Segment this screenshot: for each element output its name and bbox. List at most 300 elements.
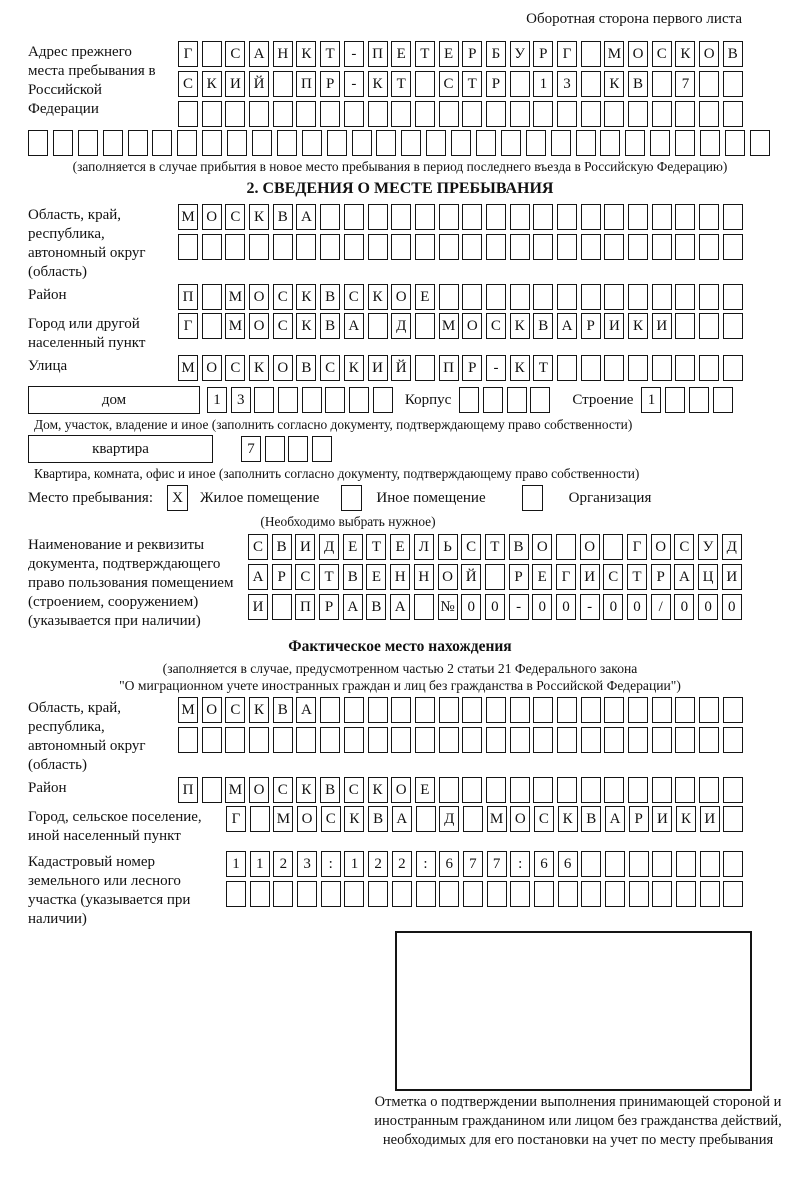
- form-cell[interactable]: [699, 313, 719, 339]
- form-cell[interactable]: [463, 806, 483, 832]
- form-cell[interactable]: М: [178, 204, 198, 230]
- form-cell[interactable]: [604, 697, 624, 723]
- form-cell[interactable]: [349, 387, 369, 413]
- form-cell[interactable]: В: [368, 806, 388, 832]
- form-cell[interactable]: Р: [651, 564, 671, 590]
- form-cell[interactable]: С: [273, 313, 293, 339]
- form-cell[interactable]: [581, 41, 601, 67]
- form-cell[interactable]: [700, 881, 720, 907]
- form-cell[interactable]: [376, 130, 396, 156]
- form-cell[interactable]: 7: [487, 851, 507, 877]
- form-cell[interactable]: 3: [557, 71, 577, 97]
- form-cell[interactable]: Д: [439, 806, 459, 832]
- form-cell[interactable]: [202, 777, 222, 803]
- form-cell[interactable]: К: [344, 355, 364, 381]
- form-cell[interactable]: [368, 727, 388, 753]
- form-cell[interactable]: [699, 101, 719, 127]
- form-cell[interactable]: Т: [627, 564, 647, 590]
- form-cell[interactable]: [415, 204, 435, 230]
- form-cell[interactable]: -: [580, 594, 600, 620]
- form-cell[interactable]: [344, 204, 364, 230]
- form-cell[interactable]: К: [558, 806, 578, 832]
- form-cell[interactable]: [439, 697, 459, 723]
- form-cell[interactable]: [392, 881, 412, 907]
- form-cell[interactable]: Р: [509, 564, 529, 590]
- form-cell[interactable]: [675, 313, 695, 339]
- form-cell[interactable]: [483, 387, 503, 413]
- form-cell[interactable]: [320, 727, 340, 753]
- form-cell[interactable]: В: [320, 777, 340, 803]
- form-cell[interactable]: О: [651, 534, 671, 560]
- form-cell[interactable]: [600, 130, 620, 156]
- form-cell[interactable]: [486, 101, 506, 127]
- form-cell[interactable]: [312, 436, 332, 462]
- form-cell[interactable]: [723, 71, 743, 97]
- form-cell[interactable]: К: [368, 777, 388, 803]
- form-cell[interactable]: [344, 697, 364, 723]
- form-cell[interactable]: [254, 387, 274, 413]
- form-cell[interactable]: [415, 101, 435, 127]
- form-cell[interactable]: [510, 284, 530, 310]
- form-cell[interactable]: Н: [273, 41, 293, 67]
- form-cell[interactable]: [628, 727, 648, 753]
- form-cell[interactable]: [178, 234, 198, 260]
- form-cell[interactable]: 1: [344, 851, 364, 877]
- form-cell[interactable]: 0: [674, 594, 694, 620]
- form-cell[interactable]: :: [416, 851, 436, 877]
- form-cell[interactable]: И: [368, 355, 388, 381]
- form-cell[interactable]: [202, 41, 222, 67]
- form-cell[interactable]: 1: [641, 387, 661, 413]
- form-cell[interactable]: О: [202, 697, 222, 723]
- form-cell[interactable]: С: [603, 564, 623, 590]
- form-cell[interactable]: И: [225, 71, 245, 97]
- form-cell[interactable]: [439, 284, 459, 310]
- form-cell[interactable]: И: [604, 313, 624, 339]
- form-cell[interactable]: [272, 594, 292, 620]
- form-cell[interactable]: -: [509, 594, 529, 620]
- form-cell[interactable]: О: [391, 284, 411, 310]
- form-cell[interactable]: [557, 697, 577, 723]
- form-cell[interactable]: [581, 71, 601, 97]
- form-cell[interactable]: [576, 130, 596, 156]
- form-cell[interactable]: Е: [439, 41, 459, 67]
- form-cell[interactable]: К: [510, 355, 530, 381]
- form-cell[interactable]: Г: [226, 806, 246, 832]
- form-cell[interactable]: [533, 777, 553, 803]
- form-cell[interactable]: [325, 387, 345, 413]
- form-cell[interactable]: О: [297, 806, 317, 832]
- form-cell[interactable]: К: [249, 204, 269, 230]
- form-cell[interactable]: 0: [698, 594, 718, 620]
- form-cell[interactable]: [302, 387, 322, 413]
- form-cell[interactable]: [249, 234, 269, 260]
- form-cell[interactable]: Г: [627, 534, 647, 560]
- form-cell[interactable]: [628, 234, 648, 260]
- form-cell[interactable]: [53, 130, 73, 156]
- form-cell[interactable]: П: [296, 71, 316, 97]
- form-cell[interactable]: [581, 101, 601, 127]
- form-cell[interactable]: [391, 727, 411, 753]
- form-cell[interactable]: [557, 727, 577, 753]
- form-cell[interactable]: К: [296, 41, 316, 67]
- form-cell[interactable]: [487, 881, 507, 907]
- form-cell[interactable]: [439, 777, 459, 803]
- form-cell[interactable]: С: [225, 204, 245, 230]
- form-cell[interactable]: [486, 234, 506, 260]
- form-cell[interactable]: Е: [532, 564, 552, 590]
- form-cell[interactable]: О: [391, 777, 411, 803]
- checkbox-org[interactable]: [522, 485, 543, 511]
- form-cell[interactable]: [320, 101, 340, 127]
- form-cell[interactable]: [152, 130, 172, 156]
- form-cell[interactable]: Н: [390, 564, 410, 590]
- form-cell[interactable]: [605, 851, 625, 877]
- form-cell[interactable]: В: [273, 697, 293, 723]
- form-cell[interactable]: [628, 697, 648, 723]
- form-cell[interactable]: [699, 777, 719, 803]
- form-cell[interactable]: К: [249, 355, 269, 381]
- form-cell[interactable]: [665, 387, 685, 413]
- form-cell[interactable]: [462, 284, 482, 310]
- form-cell[interactable]: И: [580, 564, 600, 590]
- form-cell[interactable]: [415, 313, 435, 339]
- form-cell[interactable]: №: [438, 594, 458, 620]
- form-cell[interactable]: [723, 806, 743, 832]
- form-cell[interactable]: 1: [250, 851, 270, 877]
- form-cell[interactable]: [249, 101, 269, 127]
- form-cell[interactable]: [202, 284, 222, 310]
- form-cell[interactable]: 7: [241, 436, 261, 462]
- form-cell[interactable]: [225, 234, 245, 260]
- form-cell[interactable]: Т: [485, 534, 505, 560]
- form-cell[interactable]: [302, 130, 322, 156]
- form-cell[interactable]: М: [225, 313, 245, 339]
- form-cell[interactable]: И: [722, 564, 742, 590]
- house-field[interactable]: дом: [28, 386, 200, 414]
- form-cell[interactable]: [556, 534, 576, 560]
- form-cell[interactable]: К: [675, 41, 695, 67]
- form-cell[interactable]: 3: [297, 851, 317, 877]
- form-cell[interactable]: С: [321, 806, 341, 832]
- form-cell[interactable]: В: [296, 355, 316, 381]
- form-cell[interactable]: В: [343, 564, 363, 590]
- form-cell[interactable]: [177, 130, 197, 156]
- form-cell[interactable]: [439, 727, 459, 753]
- form-cell[interactable]: У: [698, 534, 718, 560]
- form-cell[interactable]: [629, 851, 649, 877]
- form-cell[interactable]: [178, 727, 198, 753]
- form-cell[interactable]: [103, 130, 123, 156]
- checkbox-zhiloe[interactable]: X: [167, 485, 188, 511]
- form-cell[interactable]: С: [225, 355, 245, 381]
- checkbox-inoe[interactable]: [341, 485, 362, 511]
- form-cell[interactable]: [723, 777, 743, 803]
- form-cell[interactable]: [557, 234, 577, 260]
- form-cell[interactable]: О: [202, 355, 222, 381]
- form-cell[interactable]: [415, 234, 435, 260]
- form-cell[interactable]: [273, 727, 293, 753]
- form-cell[interactable]: [486, 777, 506, 803]
- form-cell[interactable]: [202, 313, 222, 339]
- form-cell[interactable]: [581, 204, 601, 230]
- form-cell[interactable]: [320, 204, 340, 230]
- form-cell[interactable]: [604, 727, 624, 753]
- form-cell[interactable]: 0: [461, 594, 481, 620]
- form-cell[interactable]: В: [320, 284, 340, 310]
- form-cell[interactable]: [273, 881, 293, 907]
- form-cell[interactable]: [278, 387, 298, 413]
- form-cell[interactable]: [507, 387, 527, 413]
- form-cell[interactable]: [288, 436, 308, 462]
- form-cell[interactable]: С: [674, 534, 694, 560]
- form-cell[interactable]: [439, 101, 459, 127]
- form-cell[interactable]: [581, 355, 601, 381]
- form-cell[interactable]: [78, 130, 98, 156]
- form-cell[interactable]: [628, 284, 648, 310]
- form-cell[interactable]: [699, 697, 719, 723]
- form-cell[interactable]: [533, 234, 553, 260]
- form-cell[interactable]: Е: [415, 777, 435, 803]
- form-cell[interactable]: С: [534, 806, 554, 832]
- form-cell[interactable]: :: [510, 851, 530, 877]
- form-cell[interactable]: [486, 284, 506, 310]
- form-cell[interactable]: [344, 234, 364, 260]
- form-cell[interactable]: [249, 727, 269, 753]
- form-cell[interactable]: С: [225, 697, 245, 723]
- form-cell[interactable]: [581, 234, 601, 260]
- form-cell[interactable]: С: [486, 313, 506, 339]
- form-cell[interactable]: [273, 101, 293, 127]
- form-cell[interactable]: К: [249, 697, 269, 723]
- form-cell[interactable]: [415, 697, 435, 723]
- form-cell[interactable]: [202, 727, 222, 753]
- form-cell[interactable]: [652, 234, 672, 260]
- form-cell[interactable]: [557, 284, 577, 310]
- form-cell[interactable]: [297, 881, 317, 907]
- form-cell[interactable]: О: [532, 534, 552, 560]
- form-cell[interactable]: Т: [320, 41, 340, 67]
- form-cell[interactable]: А: [392, 806, 412, 832]
- form-cell[interactable]: [604, 234, 624, 260]
- form-cell[interactable]: М: [225, 777, 245, 803]
- form-cell[interactable]: [178, 101, 198, 127]
- form-cell[interactable]: А: [343, 594, 363, 620]
- form-cell[interactable]: Й: [461, 564, 481, 590]
- form-cell[interactable]: [530, 387, 550, 413]
- form-cell[interactable]: Й: [391, 355, 411, 381]
- form-cell[interactable]: П: [439, 355, 459, 381]
- form-cell[interactable]: [486, 727, 506, 753]
- form-cell[interactable]: [327, 130, 347, 156]
- form-cell[interactable]: [277, 130, 297, 156]
- form-cell[interactable]: Р: [629, 806, 649, 832]
- form-cell[interactable]: С: [178, 71, 198, 97]
- form-cell[interactable]: [344, 101, 364, 127]
- form-cell[interactable]: [723, 881, 743, 907]
- form-cell[interactable]: 2: [368, 851, 388, 877]
- form-cell[interactable]: И: [295, 534, 315, 560]
- form-cell[interactable]: [675, 284, 695, 310]
- form-cell[interactable]: [534, 881, 554, 907]
- form-cell[interactable]: [725, 130, 745, 156]
- form-cell[interactable]: [533, 204, 553, 230]
- form-cell[interactable]: К: [202, 71, 222, 97]
- form-cell[interactable]: И: [652, 806, 672, 832]
- form-cell[interactable]: [581, 727, 601, 753]
- form-cell[interactable]: [510, 777, 530, 803]
- form-cell[interactable]: [439, 881, 459, 907]
- form-cell[interactable]: [689, 387, 709, 413]
- form-cell[interactable]: С: [225, 41, 245, 67]
- form-cell[interactable]: У: [510, 41, 530, 67]
- form-cell[interactable]: К: [604, 71, 624, 97]
- form-cell[interactable]: И: [700, 806, 720, 832]
- form-cell[interactable]: [723, 355, 743, 381]
- form-cell[interactable]: [699, 284, 719, 310]
- form-cell[interactable]: 2: [392, 851, 412, 877]
- form-cell[interactable]: [226, 881, 246, 907]
- form-cell[interactable]: Б: [486, 41, 506, 67]
- form-cell[interactable]: [252, 130, 272, 156]
- form-cell[interactable]: К: [344, 806, 364, 832]
- form-cell[interactable]: 7: [675, 71, 695, 97]
- form-cell[interactable]: 2: [273, 851, 293, 877]
- form-cell[interactable]: К: [368, 71, 388, 97]
- form-cell[interactable]: [225, 101, 245, 127]
- flat-field[interactable]: квартира: [28, 435, 213, 463]
- form-cell[interactable]: [675, 355, 695, 381]
- form-cell[interactable]: Т: [415, 41, 435, 67]
- form-cell[interactable]: [510, 697, 530, 723]
- form-cell[interactable]: [652, 71, 672, 97]
- form-cell[interactable]: [416, 806, 436, 832]
- form-cell[interactable]: [581, 881, 601, 907]
- form-cell[interactable]: Т: [533, 355, 553, 381]
- form-cell[interactable]: [368, 234, 388, 260]
- form-cell[interactable]: Г: [178, 41, 198, 67]
- form-cell[interactable]: В: [320, 313, 340, 339]
- form-cell[interactable]: М: [178, 697, 198, 723]
- form-cell[interactable]: -: [486, 355, 506, 381]
- form-cell[interactable]: М: [273, 806, 293, 832]
- form-cell[interactable]: М: [439, 313, 459, 339]
- form-cell[interactable]: [652, 101, 672, 127]
- form-cell[interactable]: П: [295, 594, 315, 620]
- form-cell[interactable]: [415, 727, 435, 753]
- form-cell[interactable]: [628, 777, 648, 803]
- form-cell[interactable]: [415, 355, 435, 381]
- form-cell[interactable]: П: [368, 41, 388, 67]
- form-cell[interactable]: [485, 564, 505, 590]
- form-cell[interactable]: [459, 387, 479, 413]
- form-cell[interactable]: [675, 234, 695, 260]
- form-cell[interactable]: А: [605, 806, 625, 832]
- form-cell[interactable]: А: [557, 313, 577, 339]
- form-cell[interactable]: [486, 697, 506, 723]
- form-cell[interactable]: [605, 881, 625, 907]
- form-cell[interactable]: О: [249, 777, 269, 803]
- form-cell[interactable]: А: [674, 564, 694, 590]
- form-cell[interactable]: Т: [391, 71, 411, 97]
- form-cell[interactable]: [604, 355, 624, 381]
- form-cell[interactable]: В: [723, 41, 743, 67]
- form-cell[interactable]: [557, 101, 577, 127]
- form-cell[interactable]: Р: [533, 41, 553, 67]
- form-cell[interactable]: [451, 130, 471, 156]
- form-cell[interactable]: [652, 204, 672, 230]
- form-cell[interactable]: С: [320, 355, 340, 381]
- form-cell[interactable]: Д: [319, 534, 339, 560]
- form-cell[interactable]: М: [604, 41, 624, 67]
- form-cell[interactable]: Д: [722, 534, 742, 560]
- form-cell[interactable]: [713, 387, 733, 413]
- form-cell[interactable]: [273, 234, 293, 260]
- form-cell[interactable]: [320, 697, 340, 723]
- form-cell[interactable]: [533, 697, 553, 723]
- form-cell[interactable]: [373, 387, 393, 413]
- form-cell[interactable]: [526, 130, 546, 156]
- form-cell[interactable]: О: [273, 355, 293, 381]
- form-cell[interactable]: О: [202, 204, 222, 230]
- form-cell[interactable]: Л: [414, 534, 434, 560]
- form-cell[interactable]: Г: [556, 564, 576, 590]
- form-cell[interactable]: Г: [178, 313, 198, 339]
- form-cell[interactable]: [676, 851, 696, 877]
- form-cell[interactable]: [476, 130, 496, 156]
- form-cell[interactable]: К: [510, 313, 530, 339]
- form-cell[interactable]: [320, 234, 340, 260]
- form-cell[interactable]: А: [296, 204, 316, 230]
- form-cell[interactable]: К: [296, 777, 316, 803]
- form-cell[interactable]: [652, 284, 672, 310]
- form-cell[interactable]: Н: [414, 564, 434, 590]
- form-cell[interactable]: [368, 697, 388, 723]
- form-cell[interactable]: К: [296, 284, 316, 310]
- form-cell[interactable]: П: [178, 284, 198, 310]
- form-cell[interactable]: И: [652, 313, 672, 339]
- form-cell[interactable]: А: [248, 564, 268, 590]
- form-cell[interactable]: В: [628, 71, 648, 97]
- form-cell[interactable]: [723, 284, 743, 310]
- form-cell[interactable]: [463, 881, 483, 907]
- form-cell[interactable]: [699, 355, 719, 381]
- form-cell[interactable]: 0: [485, 594, 505, 620]
- form-cell[interactable]: [352, 130, 372, 156]
- form-cell[interactable]: [723, 851, 743, 877]
- form-cell[interactable]: [510, 234, 530, 260]
- form-cell[interactable]: Е: [390, 534, 410, 560]
- form-cell[interactable]: [652, 697, 672, 723]
- form-cell[interactable]: [699, 71, 719, 97]
- form-cell[interactable]: К: [628, 313, 648, 339]
- form-cell[interactable]: Р: [462, 41, 482, 67]
- form-cell[interactable]: [533, 727, 553, 753]
- form-cell[interactable]: [750, 130, 770, 156]
- form-cell[interactable]: В: [272, 534, 292, 560]
- form-cell[interactable]: [628, 204, 648, 230]
- form-cell[interactable]: [699, 204, 719, 230]
- form-cell[interactable]: [391, 204, 411, 230]
- form-cell[interactable]: Е: [415, 284, 435, 310]
- form-cell[interactable]: [699, 727, 719, 753]
- form-cell[interactable]: О: [699, 41, 719, 67]
- form-cell[interactable]: [581, 697, 601, 723]
- form-cell[interactable]: М: [487, 806, 507, 832]
- form-cell[interactable]: С: [439, 71, 459, 97]
- form-cell[interactable]: [551, 130, 571, 156]
- form-cell[interactable]: 0: [532, 594, 552, 620]
